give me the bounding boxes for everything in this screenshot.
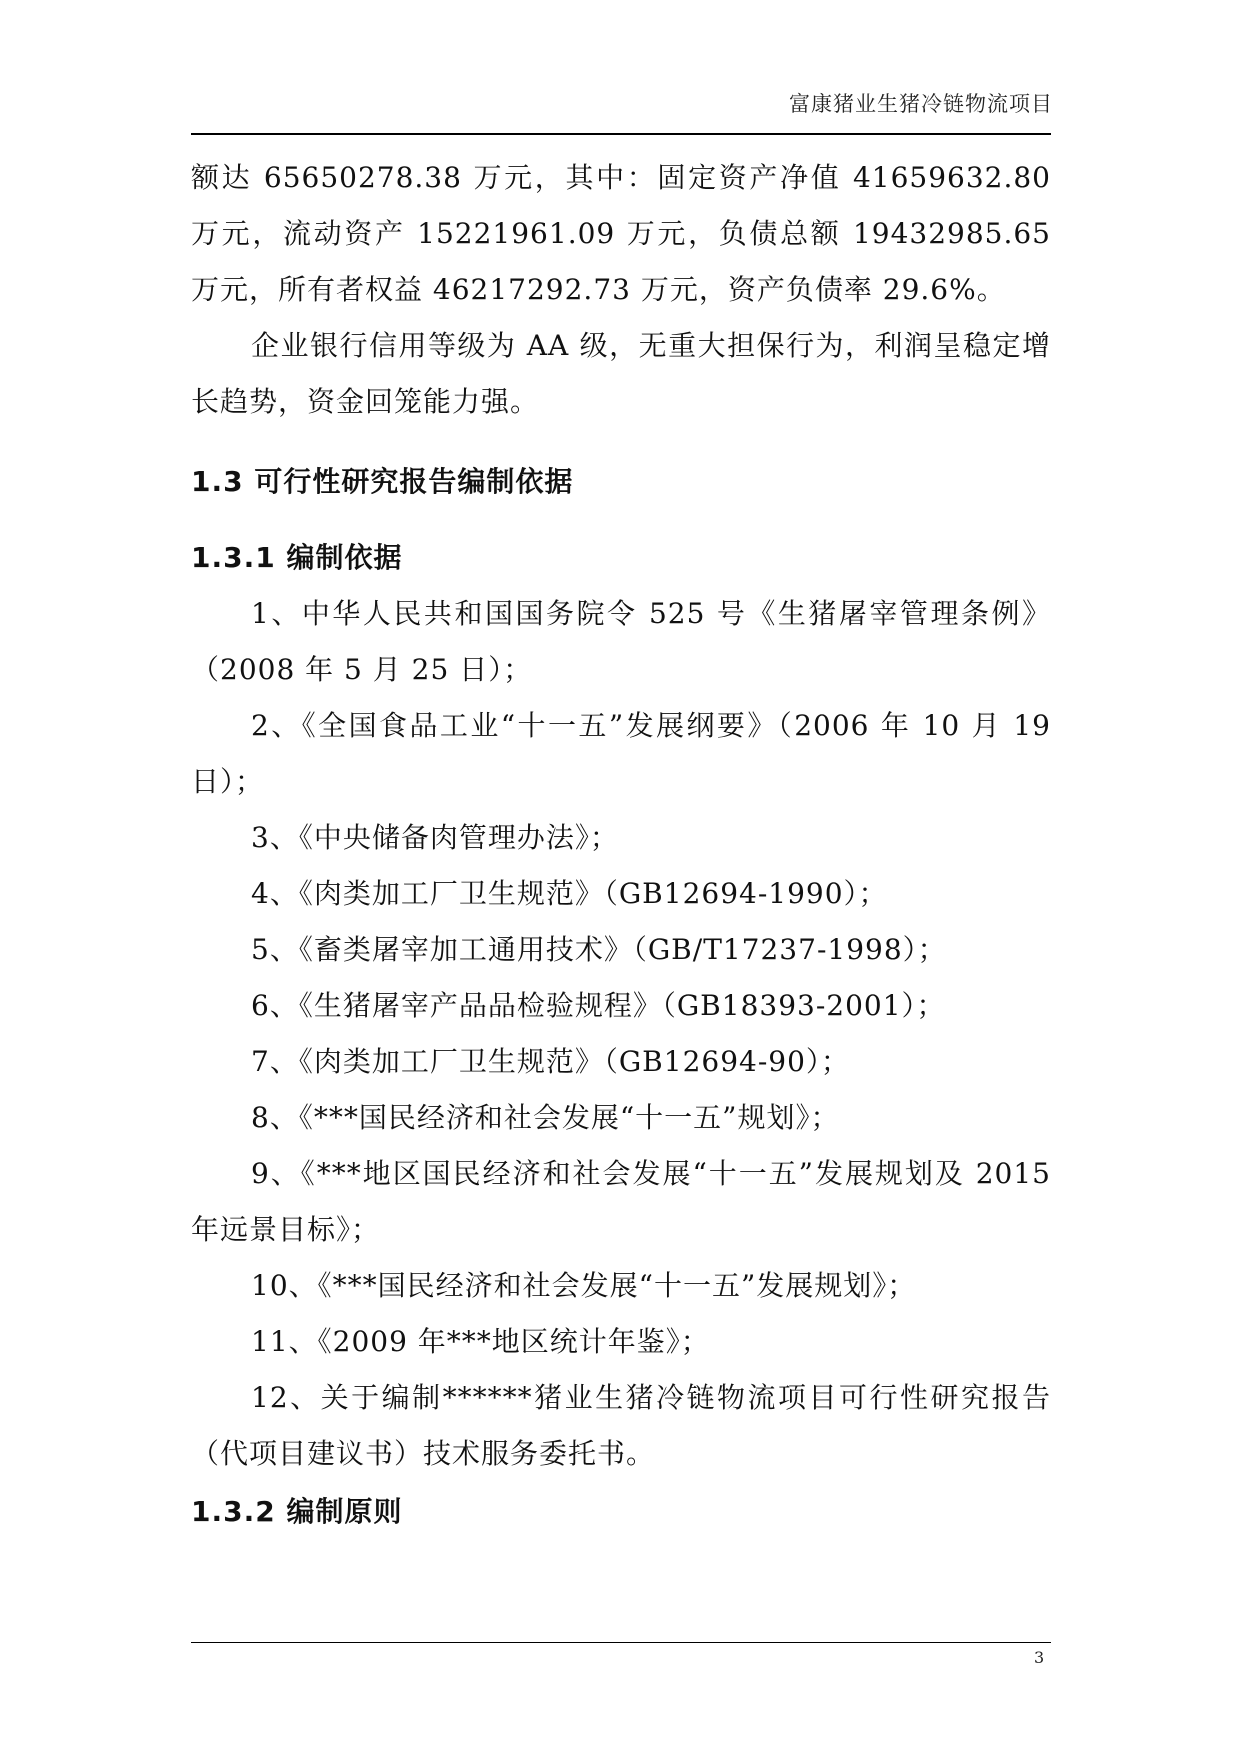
header-rule — [191, 133, 1051, 135]
footer-rule — [191, 1642, 1051, 1643]
page-content — [191, 150, 1051, 1540]
basis-item-4: 4、《肉类加工厂卫生规范》（GB12694-1990）； — [251, 877, 888, 910]
credit-paragraph: 企业银行信用等级为 AA 级，无重大担保行为，利润呈稳定增长趋势，资金回笼能力强。 — [191, 329, 1051, 418]
assets-paragraph: 额达 65650278.38 万元，其中：固定资产净值 41659632.80 万元，流动资产 15221961.09 万元，负债总额 19432985.65 万元，所有者权益 46217292.73 万元，资产负债率 29.6%。 — [191, 161, 1051, 306]
basis-item-7: 7、《肉类加工厂卫生规范》（GB12694-90）； — [251, 1045, 850, 1078]
page-number: 3 — [1034, 1648, 1045, 1667]
basis-item-10: 10、《***国民经济和社会发展“十一五”发展规划》； — [251, 1269, 917, 1302]
running-header: 富康猪业生猪冷链物流项目 — [789, 92, 1053, 116]
basis-list — [191, 586, 1051, 1482]
basis-item-3: 3、《中央储备肉管理办法》； — [251, 821, 619, 854]
basis-item-1: 1、中华人民共和国国务院令 525 号《生猪屠宰管理条例》（2008 年 5 月 25 日）； — [191, 597, 1051, 686]
section-heading-1-3: 1.3 可行性研究报告编制依据 — [191, 465, 574, 498]
basis-item-6: 6、《生猪屠宰产品品检验规程》（GB18393-2001）； — [251, 989, 946, 1022]
basis-item-12: 12、关于编制******猪业生猪冷链物流项目可行性研究报告（代项目建议书）技术服务委托书。 — [191, 1381, 1051, 1470]
basis-item-2: 2、《全国食品工业“十一五”发展纲要》（2006 年 10 月 19 日）； — [191, 709, 1051, 798]
section-heading-1-3-2: 1.3.2 编制原则 — [191, 1495, 403, 1528]
basis-item-9: 9、《***地区国民经济和社会发展“十一五”发展规划及 2015 年远景目标》； — [191, 1157, 1051, 1246]
basis-item-5: 5、《畜类屠宰加工通用技术》（GB/T17237-1998）； — [251, 933, 947, 966]
basis-item-8: 8、《***国民经济和社会发展“十一五”规划》； — [251, 1101, 840, 1134]
basis-item-11: 11、《2009 年***地区统计年鉴》； — [251, 1325, 710, 1358]
section-heading-1-3-1: 1.3.1 编制依据 — [191, 541, 403, 574]
